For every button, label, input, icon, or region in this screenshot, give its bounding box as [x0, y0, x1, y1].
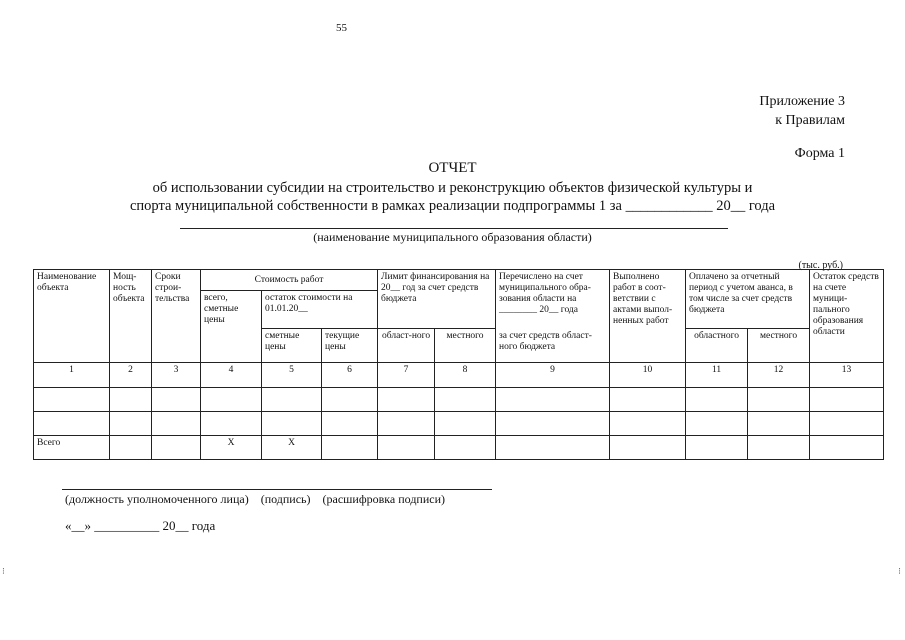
column-number-row	[34, 363, 884, 388]
header-balance: Остаток средств на счете муници-пального образования области	[810, 270, 884, 363]
appendix-line-1: Приложение 3	[759, 94, 845, 109]
header-name: Наименование объекта	[34, 270, 110, 363]
appendix-line-2: к Правилам	[775, 113, 845, 128]
units-label: (тыс. руб.)	[798, 260, 843, 271]
col-num: 7	[378, 363, 435, 388]
header-done: Выполнено работ в соот-ветствии с актами выпол-ненных работ	[610, 270, 686, 363]
margin-mark-left: ⁝	[2, 566, 5, 576]
header-cost-current: текущие цены	[322, 329, 378, 363]
municipality-rule	[180, 228, 728, 229]
header-transferred-bottom: за счет средств област-ного бюджета	[496, 329, 610, 363]
report-table	[33, 269, 884, 460]
signature-rule	[62, 489, 492, 490]
header-limit: Лимит финансирования на 20__ год за счет средств бюджета	[378, 270, 496, 329]
total-x-mark: Х	[201, 436, 262, 460]
report-title-line-1: об использовании субсидии на строительство и реконструкцию объектов физической культуры и	[152, 180, 753, 196]
header-limit-local: местного	[435, 329, 496, 363]
col-num: 4	[201, 363, 262, 388]
col-num: 13	[810, 363, 884, 388]
header-paid: Оплачено за отчетный период с учетом аванса, в том числе за счет средств бюджета	[686, 270, 810, 329]
header-paid-regional: областного	[686, 329, 748, 363]
col-num: 5	[262, 363, 322, 388]
date-line: «__» __________ 20__ года	[65, 518, 216, 533]
table-row	[34, 412, 884, 436]
page-number: 55	[336, 22, 347, 34]
col-num: 10	[610, 363, 686, 388]
col-num: 11	[686, 363, 748, 388]
table-row	[34, 388, 884, 412]
total-row	[34, 436, 884, 460]
total-x-mark: Х	[262, 436, 322, 460]
header-transferred-top: Перечислено на счет муниципального обра-зования области на ________ 20__ года	[496, 270, 610, 329]
report-title-line-2: спорта муниципальной собственности в рамках реализации подпрограммы 1 за ____________ 20__ года	[129, 198, 776, 214]
form-label: Форма 1	[794, 146, 845, 161]
col-num: 3	[152, 363, 201, 388]
col-num: 1	[34, 363, 110, 388]
header-cost: Стоимость работ	[201, 270, 378, 291]
total-label: Всего	[34, 436, 110, 460]
header-terms: Сроки строи-тельства	[152, 270, 201, 363]
margin-mark-right: ⁝	[898, 566, 901, 576]
report-heading: ОТЧЕТ	[428, 160, 477, 176]
header-paid-local: местного	[748, 329, 810, 363]
header-cost-total: всего, сметные цены	[201, 291, 262, 363]
col-num: 6	[322, 363, 378, 388]
header-cost-remain: остаток стоимости на 01.01.20__	[262, 291, 378, 329]
col-num: 9	[496, 363, 610, 388]
signature-caption: (должность уполномоченного лица) (подпись) (расшифровка подписи)	[65, 492, 446, 506]
municipality-caption: (наименование муниципального образования области)	[313, 230, 592, 244]
header-limit-regional: област-ного	[378, 329, 435, 363]
col-num: 8	[435, 363, 496, 388]
col-num: 2	[110, 363, 152, 388]
header-cost-estimate: сметные цены	[262, 329, 322, 363]
header-capacity: Мощ-ность объекта	[110, 270, 152, 363]
col-num: 12	[748, 363, 810, 388]
